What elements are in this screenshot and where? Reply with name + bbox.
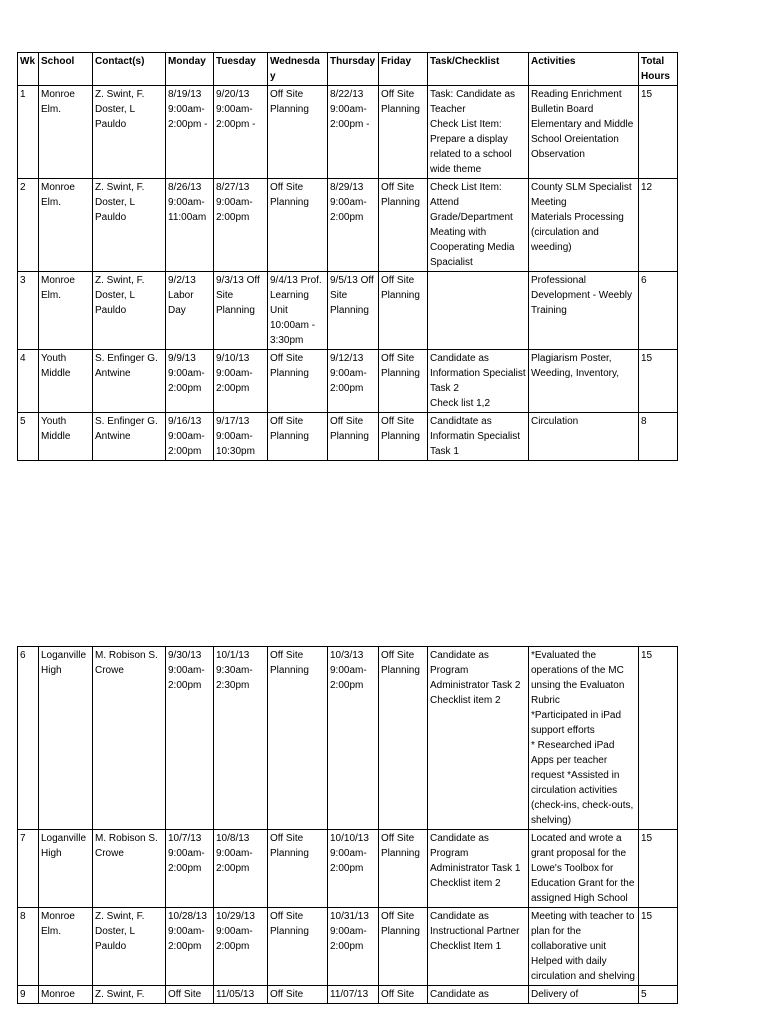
table-cell: 9/5/13 Off Site Planning	[328, 272, 379, 350]
table-cell: Off Site Planning	[268, 86, 328, 179]
table-cell: Candidate as Program Administrator Task 1 Checklist item 2	[428, 830, 529, 908]
table-cell: Off Site Planning	[379, 647, 428, 830]
table-cell: 6	[18, 647, 39, 830]
table-cell: 8	[18, 908, 39, 986]
table-body	[18, 86, 678, 461]
table-cell: 9	[18, 986, 39, 1004]
table-cell: Off Site Planning	[379, 179, 428, 272]
table-row	[18, 413, 678, 461]
table-cell: Off Site Planning	[379, 830, 428, 908]
column-header: Friday	[379, 53, 428, 86]
column-header: Task/Checklist	[428, 53, 529, 86]
table-cell: 9/12/13 9:00am-2:00pm	[328, 350, 379, 413]
table-cell: Off Site Planning	[268, 908, 328, 986]
table-cell: 8/27/13 9:00am-2:00pm	[214, 179, 268, 272]
table-cell: 3	[18, 272, 39, 350]
table-cell: 10/1/13 9:30am-2:30pm	[214, 647, 268, 830]
table-cell: 9/3/13 Off Site Planning	[214, 272, 268, 350]
table-cell: Youth Middle	[39, 350, 93, 413]
table-cell: M. Robison S. Crowe	[93, 830, 166, 908]
table-cell: Meeting with teacher to plan for the collaborative unit Helped with daily circulation and shelving	[529, 908, 639, 986]
table-cell: Check List Item: Attend Grade/Department Meating with Cooperating Media Spacialist	[428, 179, 529, 272]
table-cell: 8/19/13 9:00am-2:00pm -	[166, 86, 214, 179]
table-cell: Off Site Planning	[379, 272, 428, 350]
table-cell: 10/3/13 9:00am-2:00pm	[328, 647, 379, 830]
table-row	[18, 986, 678, 1004]
table-cell: S. Enfinger G. Antwine	[93, 413, 166, 461]
table-cell: 10/31/13 9:00am-2:00pm	[328, 908, 379, 986]
table-cell: 5	[639, 986, 678, 1004]
table-cell: Monroe	[39, 986, 93, 1004]
table-cell: Off Site Planning	[268, 350, 328, 413]
table-cell: 15	[639, 647, 678, 830]
table-cell: Professional Development - Weebly Training	[529, 272, 639, 350]
table-cell: Located and wrote a grant proposal for the Lowe's Toolbox for Education Grant for the assigned High School	[529, 830, 639, 908]
table-cell: Candidate as Instructional Partner Checklist Item 1	[428, 908, 529, 986]
column-header: Monday	[166, 53, 214, 86]
table-cell: 9/30/13 9:00am-2:00pm	[166, 647, 214, 830]
table-cell: 8/26/13 9:00am-11:00am	[166, 179, 214, 272]
table-cell: 9/2/13 Labor Day	[166, 272, 214, 350]
table-cell: Monroe Elm.	[39, 179, 93, 272]
table-body	[18, 647, 678, 1004]
table-cell: 15	[639, 830, 678, 908]
table-cell: 9/20/13 9:00am-2:00pm -	[214, 86, 268, 179]
table-cell: Z. Swint, F. Doster, L Pauldo	[93, 179, 166, 272]
table-row	[18, 647, 678, 830]
table-cell: 9/17/13 9:00am-10:30pm	[214, 413, 268, 461]
table-cell: Off Site	[166, 986, 214, 1004]
table-cell	[428, 272, 529, 350]
header-row	[18, 53, 678, 86]
column-header: Wk	[18, 53, 39, 86]
table-cell: 8	[639, 413, 678, 461]
table-cell: Circulation	[529, 413, 639, 461]
table-cell: Delivery of	[529, 986, 639, 1004]
table-row	[18, 350, 678, 413]
column-header: Contact(s)	[93, 53, 166, 86]
column-header: School	[39, 53, 93, 86]
table-cell: Z. Swint, F. Doster, L Pauldo	[93, 908, 166, 986]
table-cell: S. Enfinger G. Antwine	[93, 350, 166, 413]
table-cell: Z. Swint, F.	[93, 986, 166, 1004]
table-cell: Candidate as	[428, 986, 529, 1004]
table-cell: Off Site	[379, 986, 428, 1004]
table-cell: 10/28/13 9:00am-2:00pm	[166, 908, 214, 986]
table-cell: Off Site	[268, 986, 328, 1004]
table-cell: Plagiarism Poster, Weeding, Inventory,	[529, 350, 639, 413]
table-cell: Monroe Elm.	[39, 86, 93, 179]
table-cell: Off Site Planning	[268, 179, 328, 272]
table-cell: 12	[639, 179, 678, 272]
table-cell: 8/29/13 9:00am-2:00pm	[328, 179, 379, 272]
table-cell: 11/05/13	[214, 986, 268, 1004]
table-cell: Candidate as Program Administrator Task 2 Checklist item 2	[428, 647, 529, 830]
table-cell: Candidate as Information Specialist Task 2 Check list 1,2	[428, 350, 529, 413]
table-cell: 4	[18, 350, 39, 413]
table-cell: 5	[18, 413, 39, 461]
table-row	[18, 179, 678, 272]
column-header: Activities	[529, 53, 639, 86]
table-cell: Loganville High	[39, 830, 93, 908]
table-cell: *Evaluated the operations of the MC unsing the Evaluaton Rubric *Participated in iPad support efforts * Researched iPad Apps per teacher request *Assisted in circulation activities (check-ins, check-outs, shelving)	[529, 647, 639, 830]
table-cell: 7	[18, 830, 39, 908]
table-cell: 9/9/13 9:00am-2:00pm	[166, 350, 214, 413]
table-cell: 15	[639, 350, 678, 413]
table-cell: Off Site Planning	[268, 413, 328, 461]
table-row	[18, 908, 678, 986]
table-cell: 15	[639, 908, 678, 986]
table-cell: 9/10/13 9:00am-2:00pm	[214, 350, 268, 413]
table-cell: Monroe Elm.	[39, 272, 93, 350]
table-cell: Z. Swint, F. Doster, L Pauldo	[93, 272, 166, 350]
table-cell: Youth Middle	[39, 413, 93, 461]
table-cell: Off Site Planning	[328, 413, 379, 461]
schedule-table-2	[17, 646, 678, 1004]
table-cell: Off Site Planning	[379, 413, 428, 461]
table-cell: Loganville High	[39, 647, 93, 830]
table-cell: 2	[18, 179, 39, 272]
column-header: Wednesday	[268, 53, 328, 86]
table-cell: M. Robison S. Crowe	[93, 647, 166, 830]
column-header: Tuesday	[214, 53, 268, 86]
table-cell: 10/29/13 9:00am-2:00pm	[214, 908, 268, 986]
table-cell: Candidtate as Informatin Specialist Task 1	[428, 413, 529, 461]
table-cell: 9/4/13 Prof. Learning Unit 10:00am - 3:30pm	[268, 272, 328, 350]
table-cell: 10/10/13 9:00am-2:00pm	[328, 830, 379, 908]
table-cell: Off Site Planning	[268, 647, 328, 830]
table-cell: 9/16/13 9:00am-2:00pm	[166, 413, 214, 461]
table-row	[18, 272, 678, 350]
table-cell: 8/22/13 9:00am-2:00pm -	[328, 86, 379, 179]
table-cell: 15	[639, 86, 678, 179]
table-cell: 10/7/13 9:00am-2:00pm	[166, 830, 214, 908]
schedule-table-1	[17, 52, 678, 461]
table-cell: 6	[639, 272, 678, 350]
table-cell: Off Site Planning	[268, 830, 328, 908]
column-header: Total Hours	[639, 53, 678, 86]
column-header: Thursday	[328, 53, 379, 86]
table-cell: Z. Swint, F. Doster, L Pauldo	[93, 86, 166, 179]
table-cell: Off Site Planning	[379, 908, 428, 986]
table-cell: Off Site Planning	[379, 86, 428, 179]
table-row	[18, 86, 678, 179]
table-cell: 11/07/13	[328, 986, 379, 1004]
table-row	[18, 830, 678, 908]
table-cell: County SLM Specialist Meeting Materials Processing (circulation and weeding)	[529, 179, 639, 272]
table-cell: Monroe Elm.	[39, 908, 93, 986]
table-cell: 10/8/13 9:00am-2:00pm	[214, 830, 268, 908]
table-cell: Task: Candidate as Teacher Check List Item: Prepare a display related to a school wide theme	[428, 86, 529, 179]
table-cell: 1	[18, 86, 39, 179]
table-cell: Reading Enrichment Bulletin Board Elementary and Middle School Oreientation Observation	[529, 86, 639, 179]
table-cell: Off Site Planning	[379, 350, 428, 413]
